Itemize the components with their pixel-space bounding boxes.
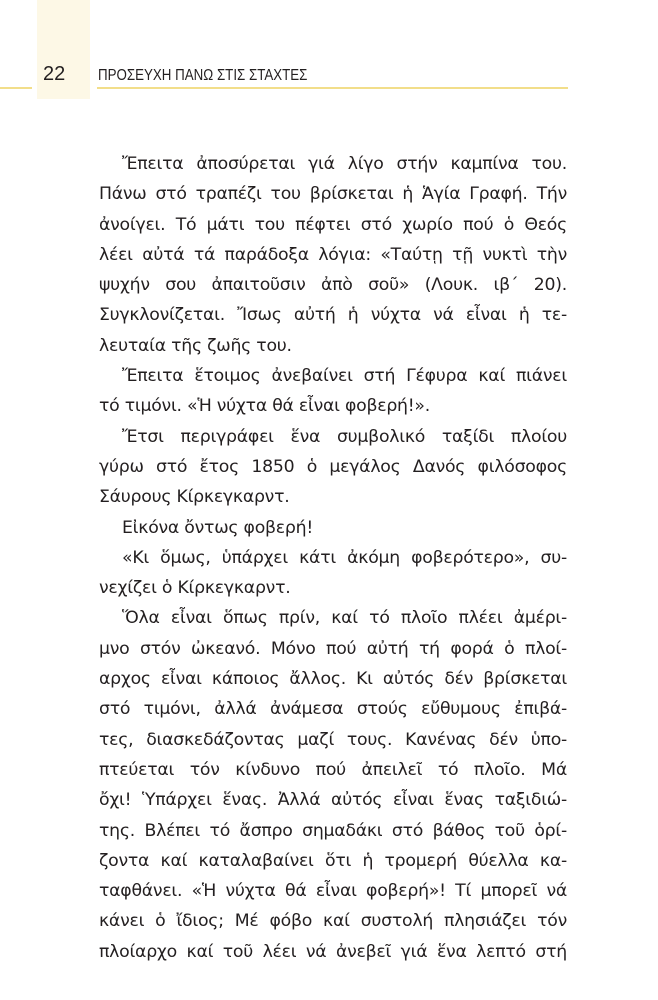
- text-line: «Κι ὅμως, ὑπάρχει κάτι ἀκόμη φοβερότερο», συ-: [122, 547, 567, 568]
- header-rule-underline: [97, 87, 568, 89]
- text-line: ὄχι! Ὑπάρχει ἕνας. Ἀλλά αὐτός εἶναι ἕνας ταξιδιώ-: [99, 790, 567, 811]
- text-line: γύρω στό ἔτος 1850 ὁ μεγάλος Δανός φιλόσοφος: [99, 456, 567, 477]
- text-line: λέει αὐτά τά παράδοξα λόγια: «Ταύτῃ τῇ νυκτὶ τὴν: [99, 244, 567, 265]
- body-text: [99, 149, 567, 967]
- text-line: Σάυρους Κίρκεγκαρντ.: [99, 487, 290, 508]
- text-line: ἀνοίγει. Τό μάτι του πέφτει στό χωρίο πού ὁ Θεός: [99, 214, 567, 235]
- text-line: ψυχήν σου ἀπαιτοῦσιν ἀπὸ σοῦ» (Λουκ. ιβ΄ 20).: [99, 275, 567, 296]
- text-line: Ὅλα εἶναι ὅπως πρίν, καί τό πλοῖο πλέει ἀμέρι-: [122, 608, 567, 629]
- text-line: λευταία τῆς ζωῆς του.: [99, 335, 292, 356]
- text-line: τό τιμόνι. «Ἡ νύχτα θά εἶναι φοβερή!».: [99, 396, 430, 417]
- text-line: Πάνω στό τραπέζι του βρίσκεται ἡ Ἁγία Γραφή. Τήν: [99, 184, 567, 205]
- text-line: πλοίαρχο καί τοῦ λέει νά ἀνεβεῖ γιά ἕνα λεπτό στή: [99, 941, 567, 962]
- text-line: Εἰκόνα ὄντως φοβερή!: [122, 517, 313, 538]
- text-line: Ἔτσι περιγράφει ἕνα συμβολικό ταξίδι πλοίου: [122, 426, 567, 447]
- page-number: 22: [43, 63, 66, 85]
- text-line: ζοντα καί καταλαβαίνει ὅτι ἡ τρομερή θύελλα κα-: [99, 850, 567, 871]
- text-line: στό τιμόνι, ἀλλά ἀνάμεσα στούς εὔθυμους ἐπιβά-: [99, 699, 567, 720]
- text-line: Ἔπειτα ἕτοιμος ἀνεβαίνει στή Γέφυρα καί πιάνει: [122, 366, 567, 387]
- text-line: αρχος εἶναι κάποιος ἄλλος. Κι αὐτός δέν βρίσκεται: [99, 669, 567, 690]
- header-rule-left: [0, 87, 32, 89]
- text-line: πτεύεται τόν κίνδυνο πού ἀπειλεῖ τό πλοῖο. Μά: [99, 759, 567, 780]
- text-line: τες, διασκεδάζοντας μαζί τους. Κανένας δέν ὑπο-: [99, 729, 567, 750]
- text-line: Συγκλονίζεται. Ἴσως αὐτή ἡ νύχτα νά εἶναι ἡ τε-: [99, 305, 567, 326]
- running-title: ΠΡΟΣΕΥΧΗ ΠΑΝΩ ΣΤΙΣ ΣΤΑΧΤΕΣ: [98, 67, 308, 84]
- text-line: μνο στόν ὠκεανό. Μόνο πού αὐτή τή φορά ὁ πλοί-: [99, 638, 567, 659]
- text-line: ταφθάνει. «Ἡ νύχτα θά εἶναι φοβερή»! Τί μπορεῖ νά: [99, 881, 567, 902]
- text-line: Ἔπειτα ἀποσύρεται γιά λίγο στήν καμπίνα του.: [122, 154, 567, 174]
- text-line: νεχίζει ὁ Κίρκεγκαρντ.: [99, 578, 291, 599]
- text-line: κάνει ὁ ἴδιος; Μέ φόβο καί συστολή πλησιάζει τόν: [99, 911, 567, 932]
- text-line: της. Βλέπει τό ἄσπρο σημαδάκι στό βάθος τοῦ ὁρί-: [99, 820, 567, 841]
